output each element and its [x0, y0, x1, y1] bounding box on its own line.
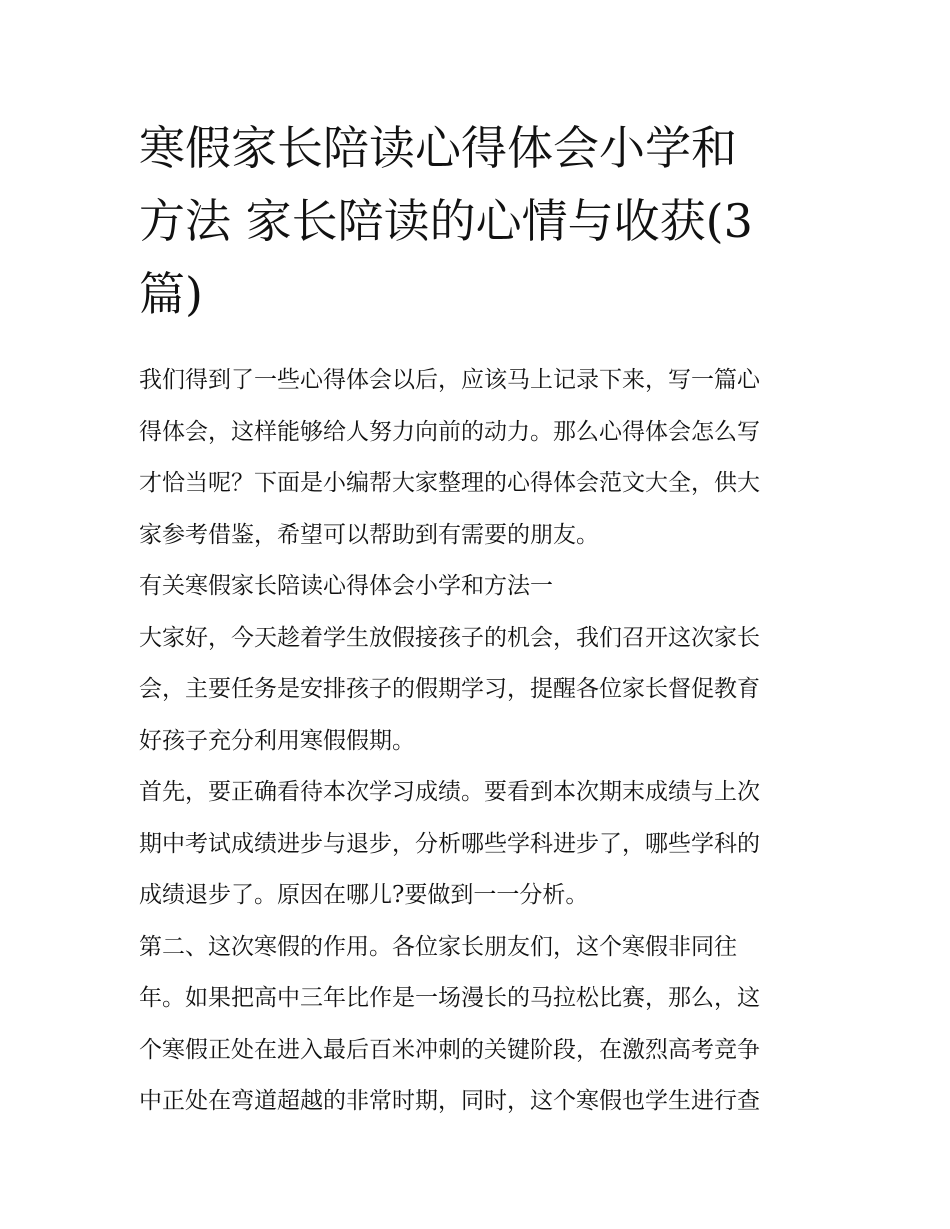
- body-line: 年。如果把高中三年比作是一场漫长的马拉松比赛，那么，这: [139, 985, 760, 1011]
- body-line: 中正处在弯道超越的非常时期，同时，这个寒假也学生进行查: [139, 1088, 760, 1114]
- body-line: 好孩子充分利用寒假假期。: [139, 727, 415, 754]
- title-line: 寒假家长陪读心得体会小学和: [139, 121, 737, 175]
- title-line: 篇): [139, 267, 203, 321]
- body-line: 首先，要正确看待本次学习成绩。要看到本次期末成绩与上次: [139, 779, 760, 805]
- body-line: 成绩退步了。原因在哪儿?要做到一一分析。: [139, 882, 589, 908]
- body-line: 大家好，今天趁着学生放假接孩子的机会，我们召开这次家长: [139, 624, 760, 651]
- body-line: 得体会，这样能够给人努力向前的动力。那么心得体会怎么写: [139, 418, 760, 445]
- body-line: 期中考试成绩进步与退步，分析哪些学科进步了，哪些学科的: [139, 830, 760, 857]
- section-heading: 有关寒假家长陪读心得体会小学和方法一: [139, 573, 553, 599]
- body-line: 个寒假正处在进入最后百米冲刺的关键阶段，在激烈高考竞争: [139, 1036, 760, 1063]
- body-line: 才恰当呢？下面是小编帮大家整理的心得体会范文大全，供大: [139, 470, 760, 496]
- document-title: [139, 112, 819, 331]
- title-line: 方法 家长陪读的心情与收获(3: [139, 194, 753, 248]
- body-line: 会，主要任务是安排孩子的假期学习，提醒各位家长督促教育: [139, 676, 760, 702]
- body-line: 家参考借鉴，希望可以帮助到有需要的朋友。: [139, 521, 599, 548]
- body-line: 我们得到了一些心得体会以后，应该马上记录下来，写一篇心: [139, 367, 760, 393]
- body-line: 第二、这次寒假的作用。各位家长朋友们，这个寒假非同往: [139, 933, 737, 960]
- document-body: [139, 355, 819, 1128]
